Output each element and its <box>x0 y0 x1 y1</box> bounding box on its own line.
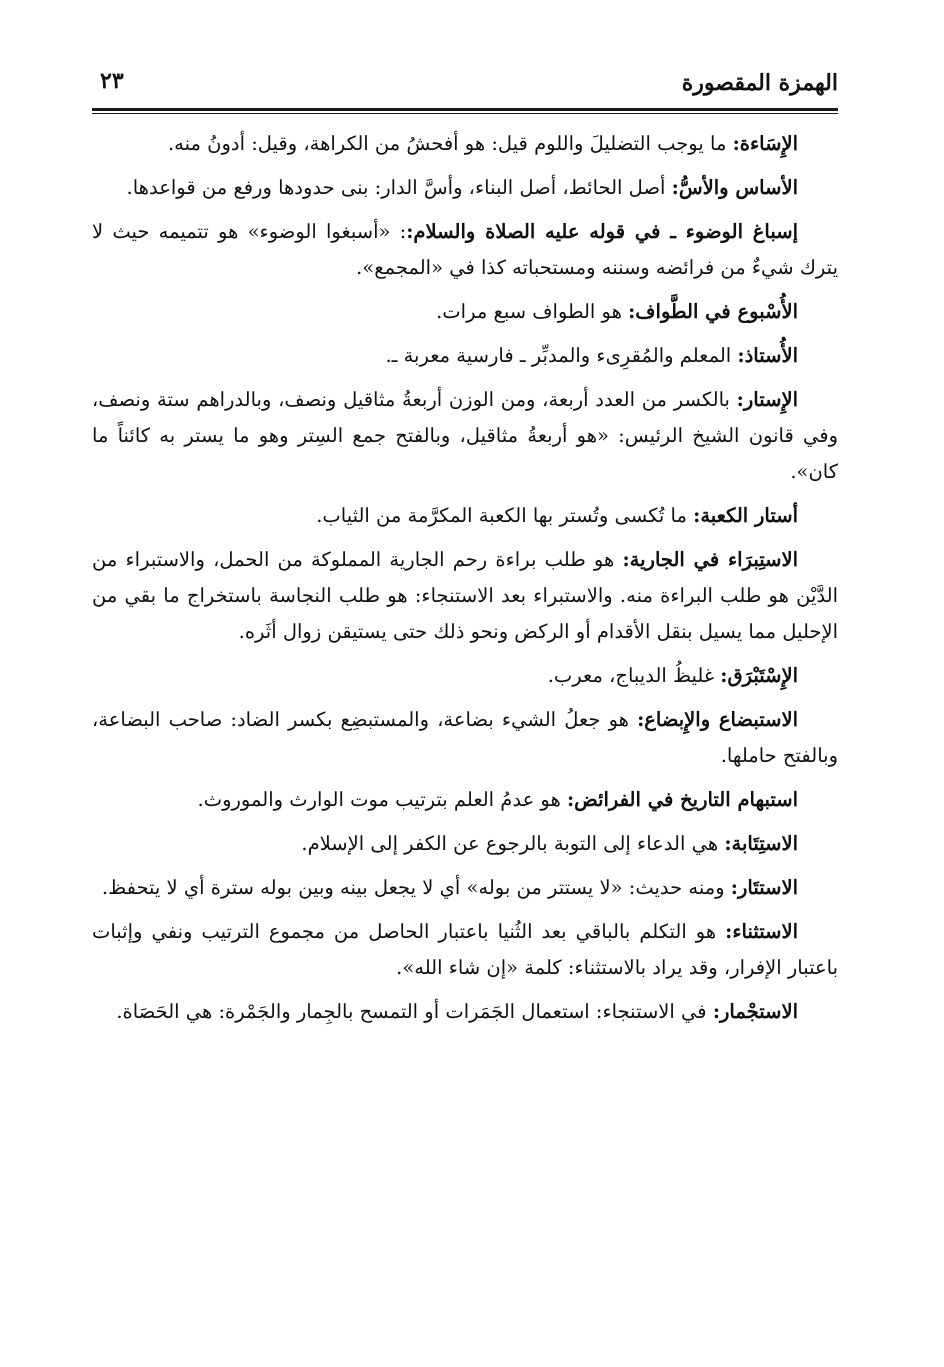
entry-text: غليظُ الديباج، معرب. <box>547 664 721 687</box>
entry-term: الاستثناء: <box>725 920 798 943</box>
entry <box>92 542 838 650</box>
entry-text: هو طلب براءة رحم الجارية المملوكة من الحمل، والاستبراء من الدَّيْن هو طلب البراءة منه. والاستبراء بعد الاستنجاء: هو طلب النجاسة باستخراج ما بقي من الإحليل مما يسيل بنقل الأقدام أو الركض ونحو ذلك حتى يستيقن زوال أثَره. <box>92 548 838 643</box>
entry-text: أصل الحائط، أصل البناء، وأسَّ الدار: بنى حدودها ورفع من قواعدها. <box>126 176 672 199</box>
entry-text: هو الطواف سبع مرات. <box>436 300 629 323</box>
entry-term: الإِسْتَبْرَق: <box>720 664 798 687</box>
entry-term: الاستبضاع والإِبضاع: <box>637 708 798 731</box>
entry-term: الأساس والأسُّ: <box>671 176 798 199</box>
entry-term: الإِسَاءة: <box>732 132 798 155</box>
entry-term: الاستتَار: <box>730 876 798 899</box>
page-header <box>92 66 838 106</box>
entry <box>92 702 838 774</box>
entry <box>92 214 838 286</box>
running-head: الهمزة المقصورة <box>681 70 838 96</box>
entry <box>92 826 838 862</box>
entry <box>92 498 838 534</box>
entry-text: هو جعلُ الشيء بضاعة، والمستبضِع بكسر الضاد: صاحب البضاعة، وبالفتح حاملها. <box>92 708 838 767</box>
entry-term: الاستجْمار: <box>712 1000 798 1023</box>
entry-term: أستار الكعبة: <box>693 504 798 527</box>
entry <box>92 870 838 906</box>
entry-text: : «أسبغوا الوضوء» هو تتميمه حيث لا يترك شيءٌ من فرائضه وسننه ومستحباته كذا في «المجمع». <box>92 220 838 279</box>
entry-term: الاستِبرَاء في الجارية: <box>622 548 798 571</box>
entry-text: في الاستنجاء: استعمال الجَمَرات أو التمسح بالجِمار والجَمْرة: هي الحَصَاة. <box>116 1000 713 1023</box>
entry-text: المعلم والمُقرِىء والمدبِّر ـ فارسية معربة ـ. <box>385 344 738 367</box>
entry <box>92 914 838 986</box>
entry-term: إسباغ الوضوء ـ في قوله عليه الصلاة والسلام: <box>406 220 798 243</box>
entry <box>92 294 838 330</box>
entry-text: ما تُكسى وتُستر بها الكعبة المكرَّمة من الثياب. <box>316 504 694 527</box>
entry-text: هو التكلم بالباقي بعد الثُنيا باعتبار الحاصل من مجموع الترتيب ونفي وإثبات باعتبار الإفرار، وقد يراد بالاستثناء: كلمة «إن شاء الله». <box>92 920 838 979</box>
entry <box>92 126 838 162</box>
entry <box>92 170 838 206</box>
entry-term: الأُستاذ: <box>737 344 798 367</box>
dictionary-entries <box>92 126 838 1030</box>
entry <box>92 382 838 490</box>
entry <box>92 994 838 1030</box>
page-number: ٢٣ <box>100 68 124 94</box>
entry-text: ما يوجب التضليلَ واللوم قيل: هو أفحشُ من الكراهة، وقيل: أدونُ منه. <box>167 132 733 155</box>
entry <box>92 782 838 818</box>
entry-text: هي الدعاء إلى التوبة بالرجوع عن الكفر إلى الإسلام. <box>301 832 725 855</box>
header-rule-thick <box>92 108 838 111</box>
entry-term: استبهام التاريخ في الفرائض: <box>566 788 798 811</box>
entry-text: هو عدمُ العلم بترتيب موت الوارث والموروث. <box>197 788 567 811</box>
document-page <box>92 66 838 1038</box>
entry-term: الإِستار: <box>736 388 798 411</box>
entry-text: ومنه حديث: «لا يستتر من بوله» أي لا يجعل بينه وبين بوله سترة أي لا يتحفظ. <box>101 876 731 899</box>
header-rule-thin <box>92 113 838 114</box>
entry-term: الاستِتَابة: <box>724 832 798 855</box>
entry <box>92 338 838 374</box>
entry-text: بالكسر من العدد أربعة، ومن الوزن أربعةُ مثاقيل ونصف، وبالدراهم ستة ونصف، وفي قانون الشيخ الرئيس: «هو أربعةُ مثاقيل، وبالفتح جمع السِتر وهو ما يستر به كائناً ما كان». <box>92 388 838 483</box>
entry <box>92 658 838 694</box>
entry-term: الأُسْبوع في الطَّواف: <box>628 300 798 323</box>
